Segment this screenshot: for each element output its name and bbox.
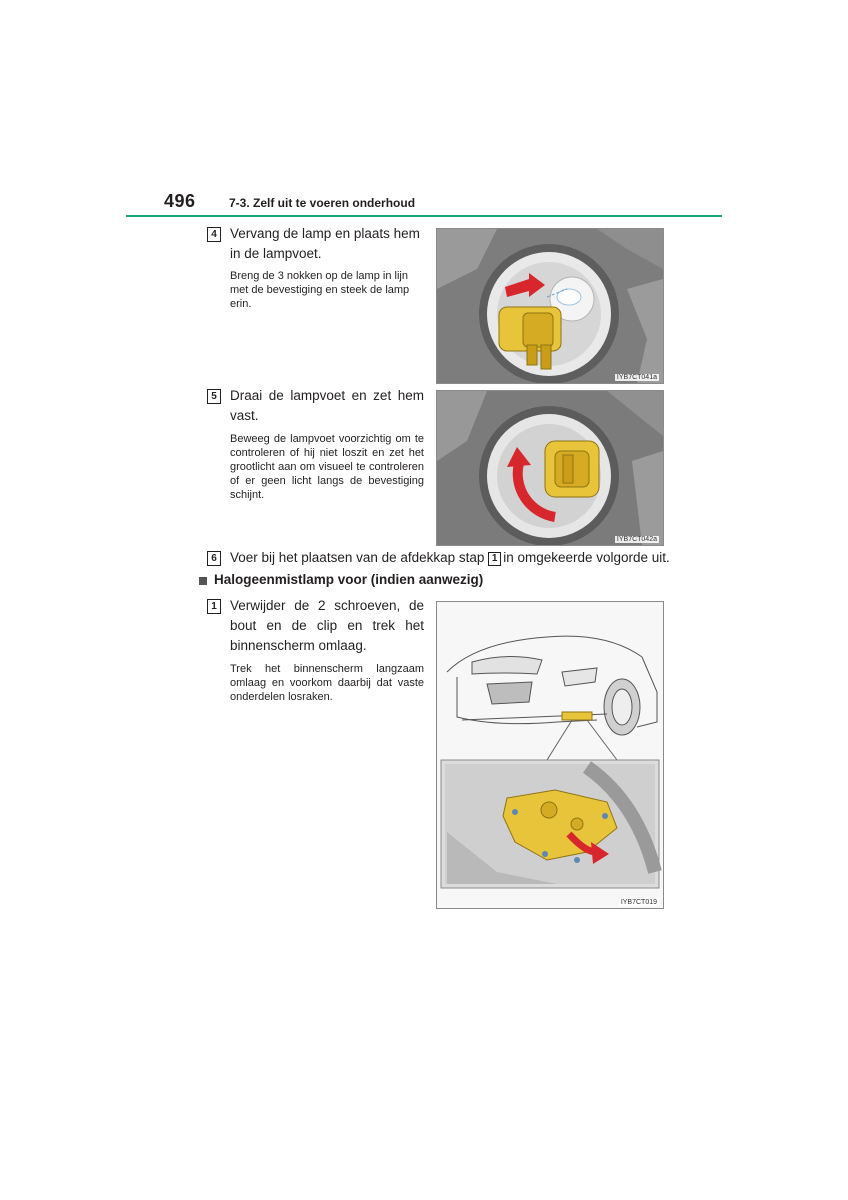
- step-4-text: Vervang de lamp en plaats hem in de lampvoet.: [230, 226, 420, 261]
- figure-code: IYB7CT019: [620, 899, 657, 906]
- step-5-note: Beweeg de lampvoet voorzichtig om te controleren of hij niet loszit en zet het grootlicht aan om visueel te controleren of er geen licht langs de bevestiging schijnt.: [230, 433, 424, 501]
- step-6-text: [230, 548, 670, 568]
- step-6-text-after: in omgekeerde volgorde uit.: [503, 550, 670, 565]
- step-5-badge: 5: [207, 389, 221, 404]
- step-6-text-before: Voer bij het plaatsen van de afdekkap stap: [230, 550, 485, 565]
- section-title: 7-3. Zelf uit te voeren onderhoud: [229, 196, 416, 210]
- bulb-rotate-illustration: [437, 391, 663, 545]
- bolt-icon: [574, 857, 580, 863]
- fog-step-1-note: Trek het binnenscherm langzaam omlaag en voorkom daarbij dat vaste onderdelen losraken.: [230, 663, 424, 703]
- bulb-insert-illustration: [437, 229, 663, 383]
- figure-code: IYB7CT042a: [616, 536, 657, 543]
- step-4-badge: 4: [207, 227, 221, 242]
- figure-code: IYB7CT041a: [616, 374, 657, 381]
- figure-bulb-insert: [436, 228, 664, 384]
- clip-icon: [542, 851, 548, 857]
- page-number: 496: [164, 191, 196, 211]
- heading-bullet-icon: [199, 577, 207, 585]
- fog-step-1-text: Verwijder de 2 schroeven, de bout en de clip en trek het binnenscherm omlaag.: [230, 598, 424, 653]
- step-5-text: Draai de lampvoet en zet hem vast.: [230, 388, 424, 423]
- figure-fog-lamp-cover: [436, 601, 664, 909]
- ref-step-badge: 1: [488, 552, 501, 566]
- bulb-holder-icon: [545, 441, 599, 497]
- header-rule: [126, 215, 722, 217]
- subsection-heading: Halogeenmistlamp voor (indien aanwezig): [214, 572, 484, 587]
- fog-lamp-illustration: [437, 602, 663, 908]
- figure-bulb-rotate: [436, 390, 664, 546]
- screw-icon: [512, 809, 518, 815]
- step-4-note: Breng de 3 nokken op de lamp in lijn met de bevestiging en steek de lamp erin.: [230, 270, 410, 310]
- fog-step-1-badge: 1: [207, 599, 221, 614]
- screw-icon: [602, 813, 608, 819]
- step-6-badge: 6: [207, 551, 221, 566]
